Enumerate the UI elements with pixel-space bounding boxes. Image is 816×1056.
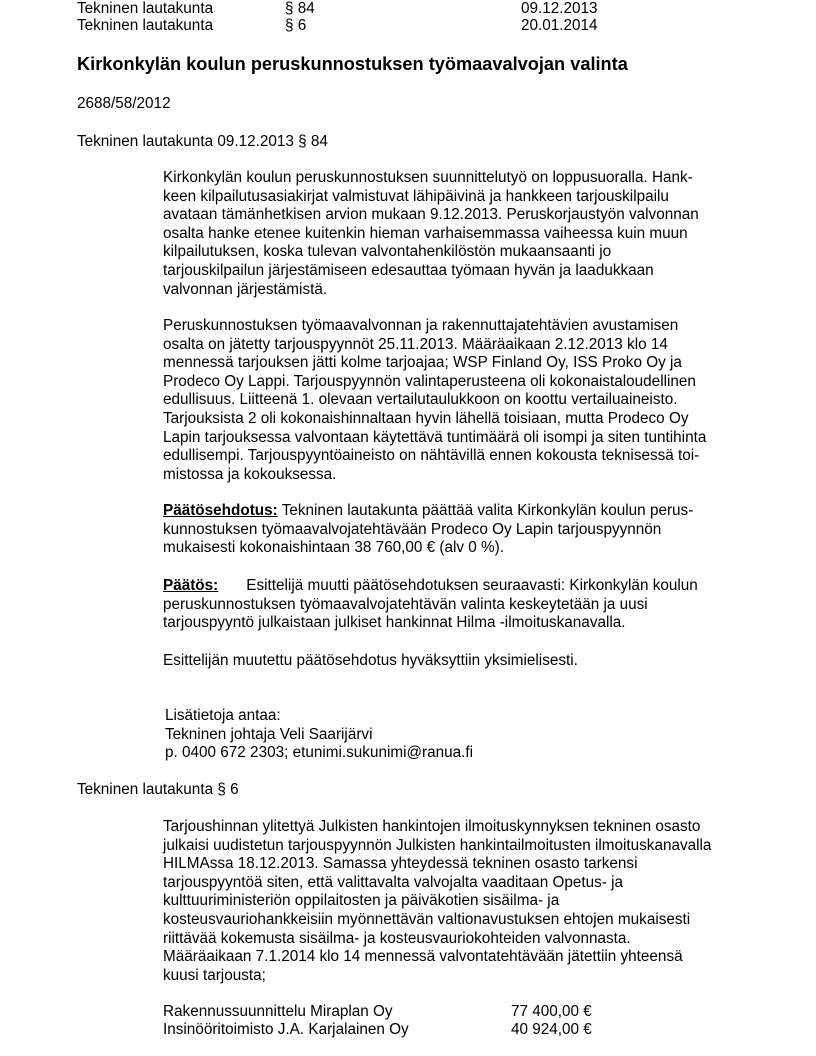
text-line: edullisuus. Liitteenä 1. olevaan vertailutaulukkoon on koottu vertailuaineisto. <box>163 391 678 409</box>
paragraph-number: § 84 <box>285 0 315 17</box>
text-line: Tarjoushinnan ylitettyä Julkisten hankintojen ilmoituskynnyksen tekninen osasto <box>163 818 701 835</box>
document-title: Kirkonkylän koulun peruskunnostuksen työmaavalvojan valinta <box>77 54 628 74</box>
meeting-date: 09.12.2013 <box>521 0 598 17</box>
text-line: Prodeco Oy Lappi. Tarjouspyynnön valintaperusteena oli kokonaistaloudellinen <box>163 372 696 390</box>
text-line: kilpailutuksen, koska tulevan valvontahenkilöstön mukaansaanti jo <box>163 243 612 261</box>
text-line: HILMAssa 18.12.2013. Samassa yhteydessä tekninen osasto tarkensi <box>163 855 638 873</box>
bid-amount: 40 924,00 € <box>511 1021 592 1038</box>
board-name: Tekninen lautakunta <box>77 17 214 34</box>
text-line: mennessä tarjouksen jätti kolme tarjoajaa; WSP Finland Oy, ISS Proko Oy ja <box>163 354 682 372</box>
bidder-name: Insinööritoimisto J.A. Karjalainen Oy <box>163 1021 409 1038</box>
approval-statement: Esittelijän muutettu päätösehdotus hyväksyttiin yksimielisesti. <box>163 652 578 669</box>
proposal-label: Päätösehdotus: <box>163 502 278 519</box>
board-name: Tekninen lautakunta <box>77 0 214 17</box>
bid-amount: 77 400,00 € <box>511 1003 592 1020</box>
section-heading-84: Tekninen lautakunta 09.12.2013 § 84 <box>77 133 328 150</box>
paragraph-bids <box>163 317 706 484</box>
text-line: kunnostuksen työmaavalvojatehtävään Prodeco Oy Lapin tarjouspyynnön <box>163 520 662 538</box>
paragraph-number: § 6 <box>285 17 307 34</box>
contact-label: Lisätietoja antaa: <box>165 707 281 724</box>
meeting-date: 20.01.2014 <box>521 17 598 34</box>
text-line: mistossa ja kokouksessa. <box>163 465 337 483</box>
text-line: riittävää kokemusta sisäilma- ja kosteusvauriokohteiden valvonnasta. <box>163 929 631 947</box>
text-line: kosteusvauriohankkeisiin myönnettävän valtionavustuksen ehtojen mukaisesti <box>163 910 691 928</box>
text-line: avataan tämänhetkisen arvion mukaan 9.12.2013. Peruskorjaustyön valvonnan <box>163 206 699 224</box>
text-line: keen kilpailutusasiakirjat valmistuvat lähipäivinä ja hankkeen tarjouskilpailu <box>163 187 669 205</box>
text-line: julkaisi uudistetun tarjouspyynnön Julkisten hankintailmoitusten ilmoituskanavalla <box>163 836 712 854</box>
text-line: kuusi tarjousta; <box>163 966 266 984</box>
text-line: osalta hanke etenee kuitenkin hieman varhaisemmassa vaiheessa kuin muun <box>163 224 688 242</box>
text-line: Kirkonkylän koulun peruskunnostuksen suunnittelutyö on loppusuoralla. Hank- <box>163 169 693 186</box>
text-line: osalta on jätetty tarjouspyynnöt 25.11.2013. Määräaikaan 2.12.2013 klo 14 <box>163 335 668 353</box>
text-line: peruskunnostuksen työmaavalvojatehtävän valinta keskeytetään ja uusi <box>163 595 648 613</box>
decision-label: Päätös: <box>163 577 219 594</box>
text-line: tarjouspyyntö julkaistaan julkiset hankinnat Hilma -ilmoituskanavalla. <box>163 614 626 632</box>
section-heading-6: Tekninen lautakunta § 6 <box>77 781 239 798</box>
contact-details: p. 0400 672 2303; etunimi.sukunimi@ranua.fi <box>165 744 474 762</box>
text-line: kulttuuriministeriön oppilaitosten ja päiväkotien sisäilma- ja <box>163 892 560 910</box>
text-line: Tarjouksista 2 oli kokonaishinnaltaan hyvin lähellä toisiaan, mutta Prodeco Oy <box>163 409 689 427</box>
text-line: edullisempi. Tarjouspyyntöaineisto on nähtävillä ennen kokousta teknisessä toi- <box>163 447 700 465</box>
decision <box>163 577 698 633</box>
text-line: Määräaikaan 7.1.2014 klo 14 mennessä valvontatehtävään jätettiin yhteensä <box>163 948 683 966</box>
paragraph-renewed-tender <box>163 818 711 985</box>
text-line: Peruskunnostuksen työmaavalvonnan ja rakennuttajatehtävien avustamisen <box>163 317 679 334</box>
text-line: mukaisesti kokonaishintaan 38 760,00 € (alv 0 %). <box>163 539 504 557</box>
paragraph-background <box>163 169 699 299</box>
text-line: Tekninen lautakunta päättää valita Kirkonkylän koulun perus- <box>277 502 694 519</box>
contact-person: Tekninen johtaja Veli Saarijärvi <box>165 725 373 743</box>
decision-proposal <box>163 502 693 558</box>
text-line: tarjouspyyntöä siten, että valittavalta valvojalta vaaditaan Opetus- ja <box>163 873 624 891</box>
text-line: valvonnan järjestämistä. <box>163 280 328 298</box>
text-line: Lapin tarjouksessa valvontaan käytettävä tuntimäärä oli isompi ja siten tuntihinta <box>163 428 707 446</box>
case-number: 2688/58/2012 <box>77 95 171 112</box>
contact-info <box>165 707 473 763</box>
bidder-name: Rakennussuunnittelu Miraplan Oy <box>163 1003 393 1020</box>
text-line: tarjouskilpailun järjestämiseen edesauttaa työmaan hyvän ja laadukkaan <box>163 261 654 279</box>
text-line: Esittelijä muutti päätösehdotuksen seuraavasti: Kirkonkylän koulun <box>246 577 698 594</box>
